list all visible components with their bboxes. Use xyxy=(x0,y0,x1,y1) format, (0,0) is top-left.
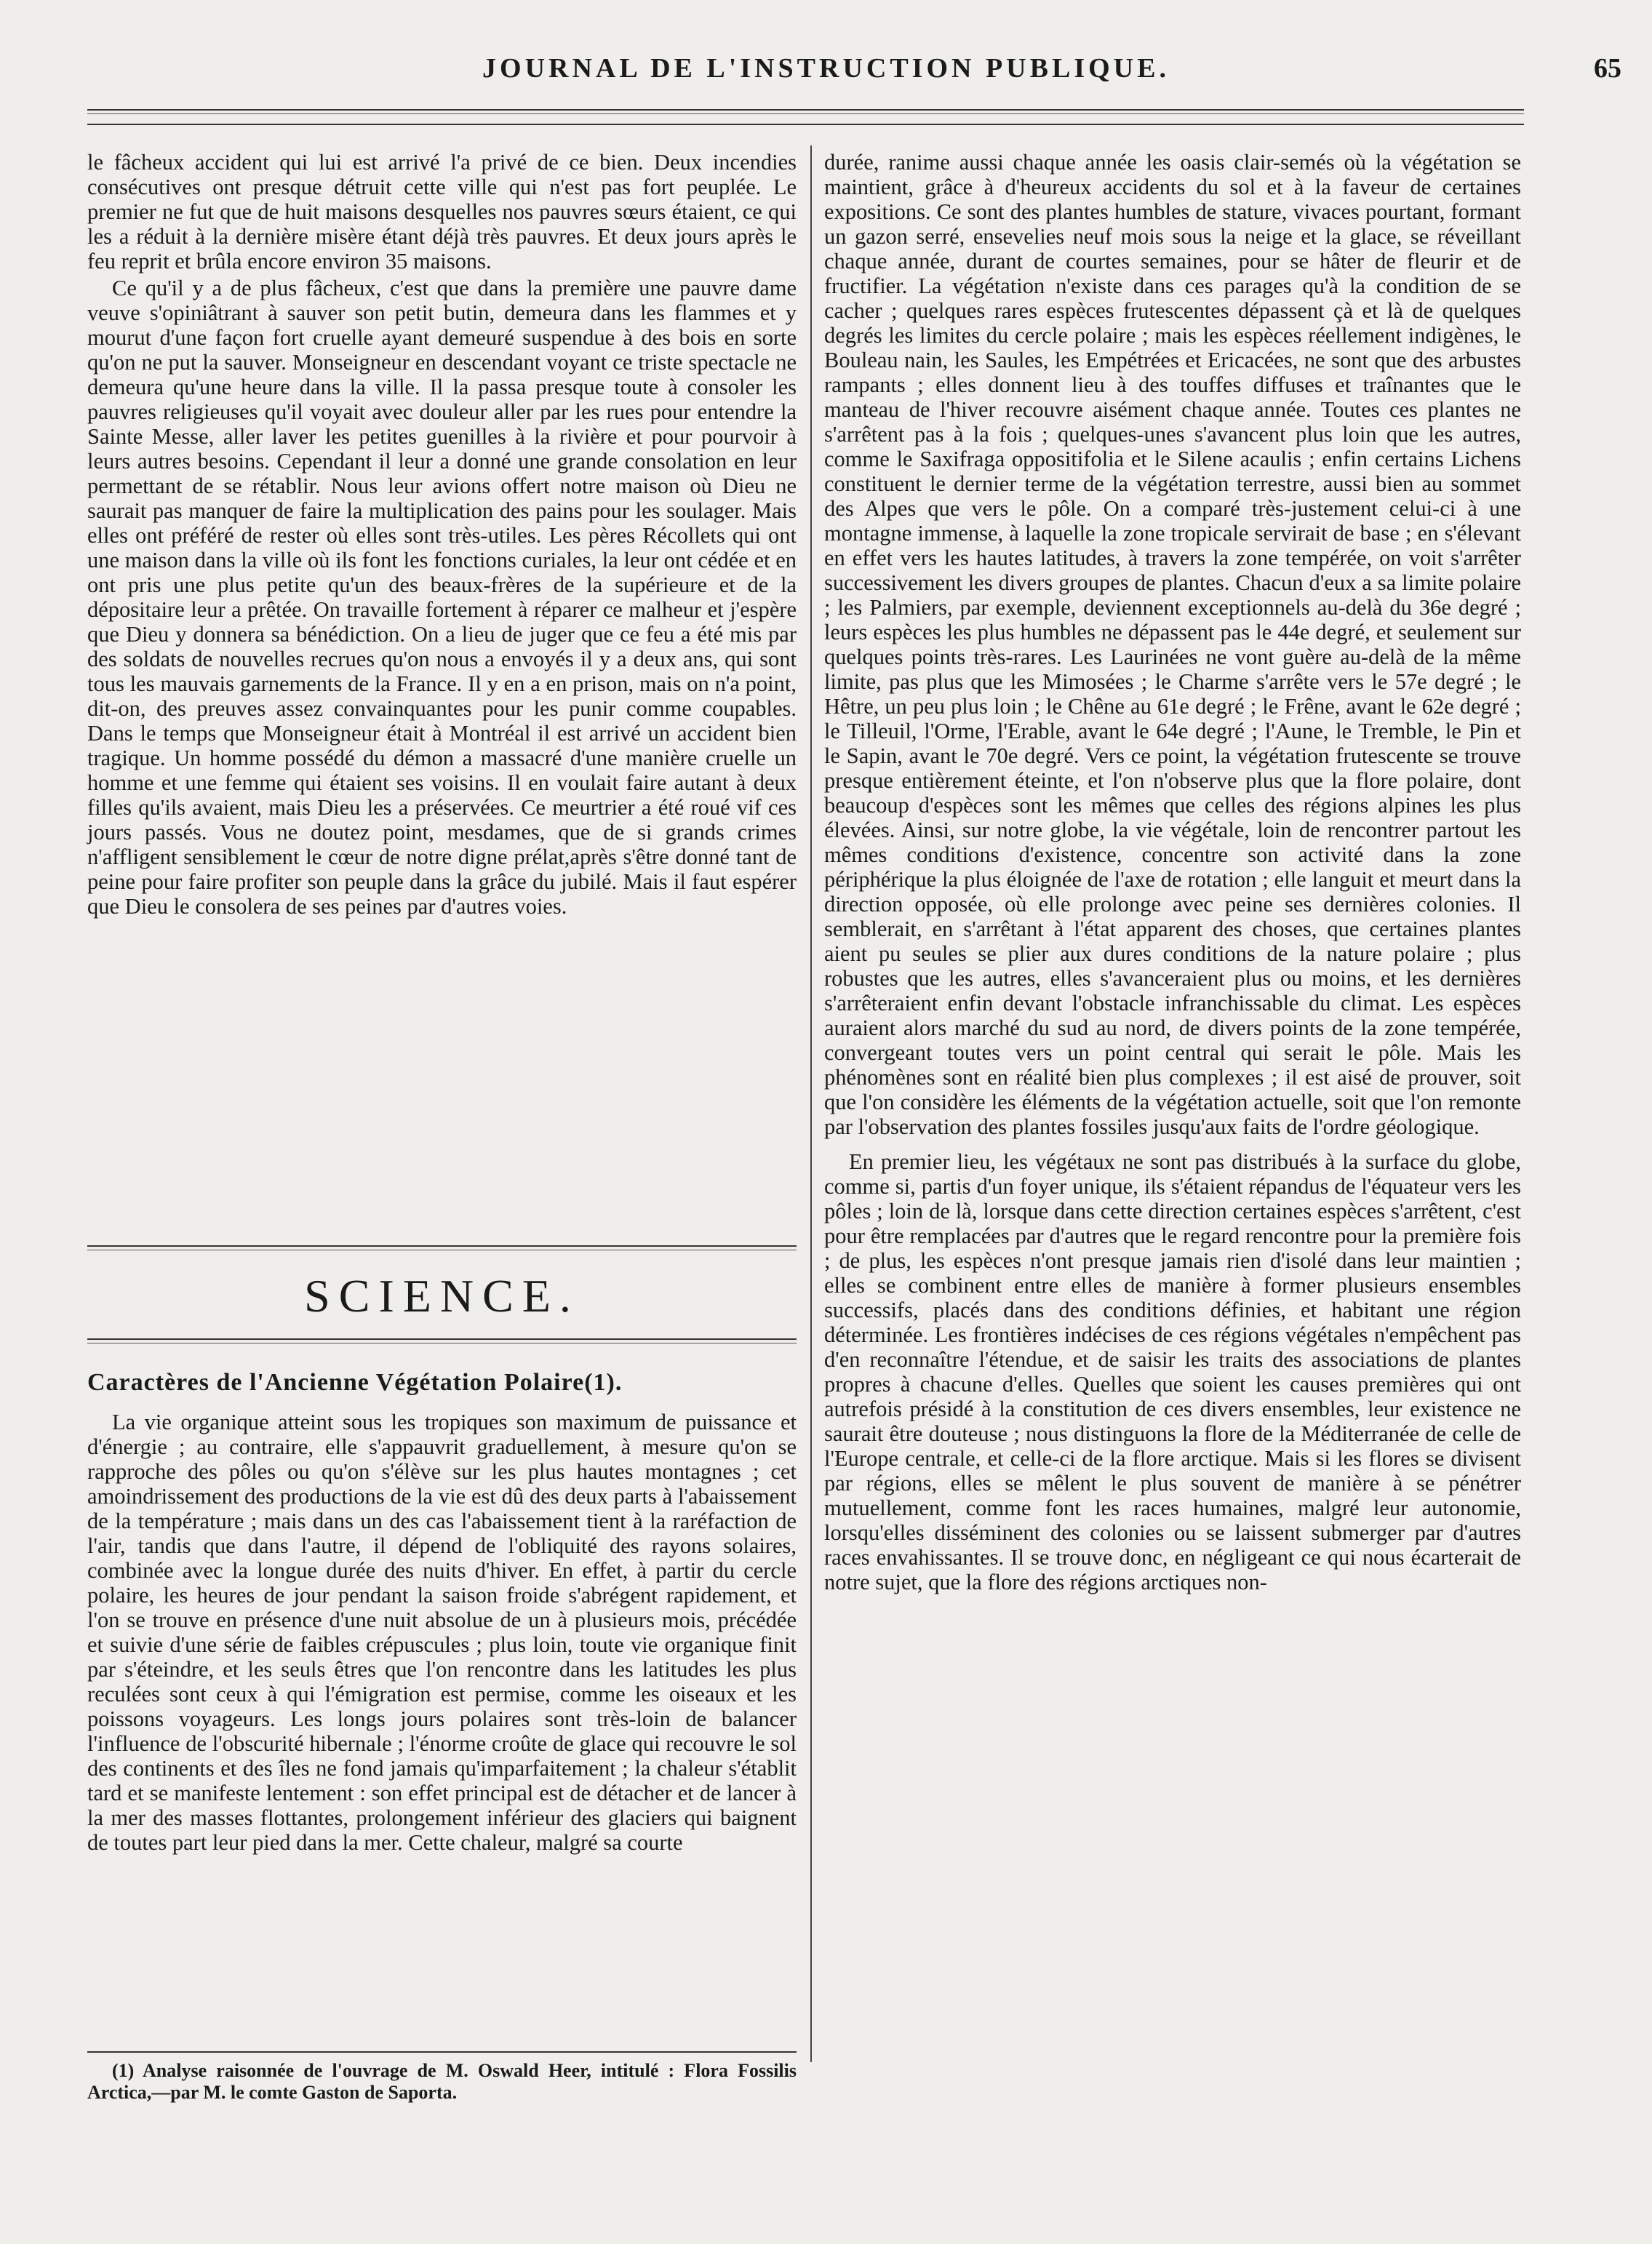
right-column xyxy=(824,150,1521,1594)
footnote xyxy=(87,2060,797,2104)
header-rule-thin xyxy=(87,124,1524,125)
article-title: Caractères de l'Ancienne Végétation Polaire(1). xyxy=(87,1369,623,1396)
footnote-rule xyxy=(87,2051,797,2053)
science-article xyxy=(87,1410,797,1855)
running-title: JOURNAL DE L'INSTRUCTION PUBLIQUE. xyxy=(482,53,1170,84)
section-heading: SCIENCE. xyxy=(304,1270,580,1322)
right-paragraph-2: En premier lieu, les végétaux ne sont pas distribués à la surface du globe, comme si, partis d'un foyer unique, ils s'étaient répandus de l'équateur vers les pôles ; loin de là, lorsque dans cette direction certaines espèces s'arrêtent, c'est pour être remplacées par d'autres que le regard rencontre pour la première fois ; de plus, les espèces n'ont presque jamais rien d'isolé dans leur maintien ; elles se combinent entre elles de manière à former plusieurs ensembles successifs, placés dans des conditions définies, et habitant une région déterminée. Les frontières indécises de ces régions végétales n'empêchent pas d'en reconnaître l'étendue, et de saisir les traits des associations de plantes propres à chacune d'elles. Quelles que soient les causes premières qui ont autrefois présidé à la constitution de ces divers ensembles, leur existence ne saurait être douteuse ; nous distinguons la flore de la Méditerranée de celle de l'Europe centrale, et celle-ci de la flore arctique. Mais si les flores se divisent par régions, elles se mêlent le plus souvent de manière à se pénétrer mutuellement, comme font les races humaines, malgré leur autonomie, lorsqu'elles disséminent des colonies ou se laissent submerger par d'autres races envahissantes. Il se trouve donc, en négligeant ce qui nous écarterait de notre sujet, que la flore des régions arctiques non- xyxy=(824,1149,1521,1594)
article-paragraph-1: La vie organique atteint sous les tropiques son maximum de puissance et d'énergie ; au contraire, elle s'appauvrit graduellement, à mesure qu'on se rapproche des pôles ou qu'on s'élève sur les plus hautes montagnes ; cet amoindrissement des productions de la vie est dû des deux parts à l'abaissement de la température ; mais dans un des cas l'abaissement tient à la raréfaction de l'air, tandis que dans l'autre, il dépend de l'obliquité des rayons solaires, combinée avec la longue durée des nuits d'hiver. En effet, à partir du cercle polaire, les heures de jour pendant la saison froide s'abrégent rapidement, et l'on se trouve en présence d'une nuit absolue de un à plusieurs mois, précédée et suivie d'une série de faibles crépuscules ; plus loin, toute vie organique finit par s'éteindre, et les seuls êtres que l'on rencontre dans les latitudes les plus reculées sont ceux à qui l'émigration est permise, comme les oiseaux et les poissons voyageurs. Les longs jours polaires sont très-loin de balancer l'influence de l'obscurité hibernale ; l'énorme croûte de glace qui recouvre le sol des continents et des îles ne fond jamais qu'imparfaitement ; la chaleur s'établit tard et se manifeste lentement : son effet principal est de détacher et de lancer à la mer des masses flottantes, prolongement inférieur des glaciers qui baignent de toutes part leur pied dans la mer. Cette chaleur, malgré sa courte xyxy=(87,1410,797,1855)
left-paragraph-1: le fâcheux accident qui lui est arrivé l'a privé de ce bien. Deux incendies consécutives ont presque détruit cette ville qui n'est pas fort peuplée. Le premier ne fut que de huit maisons desquelles nos pauvres sœurs étaient, ce qui les a réduit à la dernière misère étant déjà très pauvres. Et deux jours après le feu reprit et brûla encore environ 35 maisons. xyxy=(87,150,797,273)
section-rule-top xyxy=(87,1245,797,1250)
left-column xyxy=(87,150,797,919)
column-divider xyxy=(810,145,812,2062)
section-rule-bottom xyxy=(87,1338,797,1343)
left-paragraph-2: Ce qu'il y a de plus fâcheux, c'est que dans la première une pauvre dame veuve s'opiniâtrant à sauver son petit butin, demeura dans les flammes et y mourut d'une façon fort cruelle ayant demeuré suspendue à des bois en sorte qu'on ne put la sauver. Monseigneur en descendant voyant ce triste spectacle ne demeura qu'une heure dans la ville. Il la passa presque toute à consoler les pauvres religieuses qu'il voyait avec douleur aller par les rues pour entendre la Sainte Messe, aller laver les petites guenilles à la rivière et pour pourvoir à leurs autres besoins. Cependant il leur a donné une grande consolation en leur permettant de se rétablir. Nous leur avions offert notre maison où Dieu ne saurait pas manquer de faire la multiplication des pains pour les soulager. Mais elles ont préféré de rester où elles sont très-utiles. Les pères Récollets qui ont une maison dans la ville où ils font les fonctions curiales, la leur ont cédée et en ont pris une plus petite qu'un des beaux-frères de la supérieure et de la dépositaire leur a prêtée. On travaille fortement à réparer ce malheur et j'espère que Dieu y donnera sa bénédiction. On a lieu de juger que ce feu a été mis par des soldats de nouvelles recrues qu'on nous a envoyés il y a deux ans, qui sont tous les mauvais garnements de la France. Il y en a en prison, mais on n'a point, dit-on, des preuves assez convainquantes pour les punir comme coupables. Dans le temps que Monseigneur était à Montréal il est arrivé un accident bien tragique. Un homme possédé du démon a massacré d'une manière cruelle un homme et une femme qui étaient ses voisins. Il en voulait faire autant à deux filles qu'ils avaient, mais Dieu les a préservées. Ce meurtrier a été roué vif ces jours passés. Vous ne doutez point, mesdames, que de si grands crimes n'affligent sensiblement le cœur de notre digne prélat,après s'être donné tant de peine pour faire profiter son peuple dans la grâce du jubilé. Mais il faut espérer que Dieu le consolera de ses peines par d'autres voies. xyxy=(87,276,797,919)
page-number: 65 xyxy=(1594,53,1621,84)
header-rule xyxy=(87,109,1524,114)
right-paragraph-1: durée, ranime aussi chaque année les oasis clair-semés où la végétation se maintient, grâce à d'heureux accidents du sol et à la faveur de certaines expositions. Ce sont des plantes humbles de stature, vivaces pourtant, formant un gazon serré, ensevelies neuf mois sous la neige et la glace, se réveillant chaque année, durant de courtes semaines, pour se hâter de fleurir et de fructifier. La végétation n'existe dans ces parages qu'à la condition de se cacher ; quelques rares espèces frutescentes dépassent çà et là de quelques degrés les limites du cercle polaire ; mais les espèces réellement indigènes, le Bouleau nain, les Saules, les Empétrées et Ericacées, ne sont que des arbustes rampants ; elles donnent lieu à des touffes diffuses et traînantes que le manteau de l'hiver recouvre aisément chaque année. Toutes ces plantes ne s'arrêtent pas à la fois ; quelques-unes s'avancent plus loin que les autres, comme le Saxifraga oppositifolia et le Silene acaulis ; enfin certains Lichens constituent le dernier terme de la végétation terrestre, aussi bien au sommet des Alpes que vers le pôle. On a comparé très-justement celui-ci à une montagne immense, à laquelle la zone tropicale servirait de base ; en s'élevant en effet vers les hautes latitudes, à travers la zone tempérée, on voit s'arrêter successivement les divers groupes de plantes. Chacun d'eux a sa limite polaire ; les Palmiers, par exemple, deviennent exceptionnels au-delà du 36e degré ; leurs espèces les plus humbles ne dépassent pas le 44e degré, et seulement sur quelques points très-rares. Les Laurinées ne vont guère au-delà de la même limite, pas plus que les Mimosées ; le Charme s'arrête vers le 57e degré ; le Hêtre, un peu plus loin ; le Chêne au 61e degré ; le Frêne, avant le 62e degré ; le Tilleuil, l'Orme, l'Erable, avant le 64e degré ; l'Aune, le Tremble, le Pin et le Sapin, avant le 70e degré. Vers ce point, la végétation frutescente se trouve presque entièrement éteinte, et l'on n'observe plus que la flore polaire, dont beaucoup d'espèces sont les mêmes que celles des régions alpines les plus élevées. Ainsi, sur notre globe, la vie végétale, loin de rencontrer partout les mêmes conditions d'existence, concentre son activité dans la zone périphérique la plus éloignée de l'axe de rotation ; elle languit et meurt dans la direction opposée, où elle prolonge avec peine ses dernières colonies. Il semblerait, en s'arrêtant à l'état apparent des choses, que certaines plantes aient pu seules se plier aux dures conditions de la nature polaire ; plus robustes que les autres, elles s'avanceraient plus ou moins, et les dernières s'arrêteraient enfin devant l'obstacle infranchissable du climat. Les espèces auraient alors marché du sud au nord, de divers points de la zone tempérée, convergeant toutes vers un point central qui serait le pôle. Mais les phénomènes sont en réalité bien plus complexes ; il est aisé de prouver, soit que l'on considère les éléments de la végétation actuelle, soit que l'on remonte par l'observation des plantes fossiles jusqu'aux faits de l'ordre géologique. xyxy=(824,150,1521,1139)
footnote-text: (1) Analyse raisonnée de l'ouvrage de M. Oswald Heer, intitulé : Flora Fossilis Arctica,—par M. le comte Gaston de Saporta. xyxy=(87,2060,797,2103)
